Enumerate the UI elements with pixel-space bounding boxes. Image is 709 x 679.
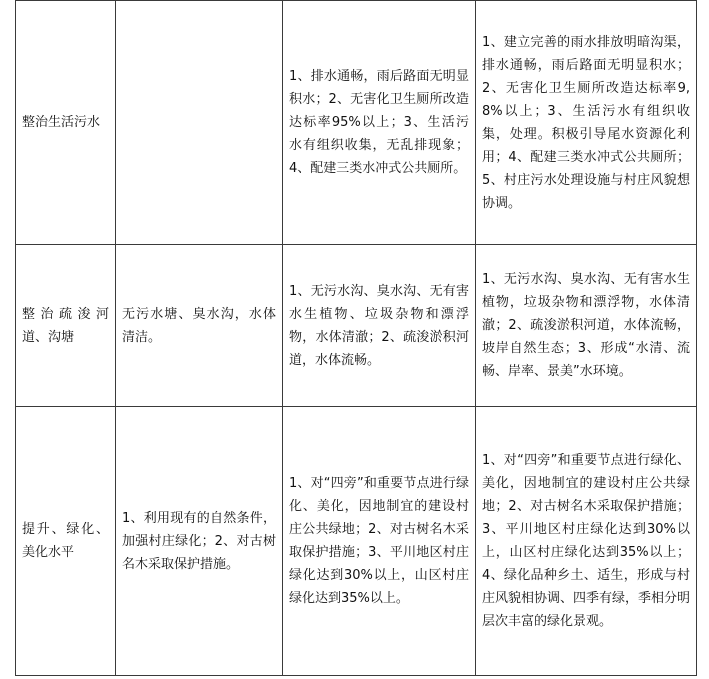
excellent-level-text: 1、无污水沟、臭水沟、无有害水生植物，垃圾杂物和漂浮物，水体清澈；2、疏浚淤积河道，水体流畅，坡岸自然生态；3、形成“水清、流畅、岸率、景美”水环境。 [482, 272, 690, 379]
excellent-level-text: 1、对“四旁”和重要节点进行绿化、美化，因地制宜的建设村庄公共绿地；2、对古树名木采取保护措施；3、平川地区村庄绿化达到30%以上，山区村庄绿化达到35%以上；4、绿化品种乡土、适生，形成与村庄风貌相协调、四季有绿，季相分明层次丰富的绿化景观。 [482, 453, 691, 629]
standard-level-text: 1、无污水沟、臭水沟、无有害水生植物、垃圾杂物和漂浮物，水体清澈；2、疏浚淤积河道，水体流畅。 [289, 283, 469, 368]
basic-level-cell [116, 245, 283, 407]
item-cell [16, 1, 116, 245]
basic-level-text: 无污水塘、臭水沟，水体清洁。 [122, 306, 276, 345]
village-rectification-standards-table [15, 0, 697, 676]
excellent-level-text: 1、建立完善的雨水排放明暗沟渠，排水通畅，雨后路面无明显积水；2、无害化卫生厕所改造达标率9,8%以上；3、生活污水有组织收集，处理。积极引导尾水资源化利用；4、配建三类水冲式公共厕所；5、村庄污水处理设施与村庄风貌想协调。 [482, 34, 690, 211]
standard-level-text: 1、排水通畅，雨后路面无明显积水；2、无害化卫生厕所改造达标率95%以上；3、生活污水有组织收集，无乱排现象；4、配建三类水冲式公共厕所。 [289, 69, 469, 176]
item-text: 整治疏浚河道、沟塘 [22, 306, 109, 345]
standard-level-cell [283, 1, 476, 245]
excellent-level-cell [476, 407, 697, 676]
excellent-level-cell [476, 245, 697, 407]
table-row [16, 1, 697, 245]
standard-level-cell [283, 407, 476, 676]
item-text: 整治生活污水 [22, 115, 101, 130]
item-cell [16, 407, 116, 676]
basic-level-cell [116, 407, 283, 676]
standard-level-cell [283, 245, 476, 407]
table-row [16, 245, 697, 407]
item-cell [16, 245, 116, 407]
standard-level-text: 1、对“四旁”和重要节点进行绿化、美化，因地制宜的建设村庄公共绿地；2、对古树名木采取保护措施；3、平川地区村庄绿化达到30%以上，山区村庄绿化达到35%以上。 [289, 476, 469, 606]
excellent-level-cell [476, 1, 697, 245]
table-row [16, 407, 697, 676]
basic-level-text: 1、利用现有的自然条件，加强村庄绿化；2、对古树名木采取保护措施。 [122, 510, 276, 572]
basic-level-cell [116, 1, 283, 245]
item-text: 提升、绿化、美化水平 [22, 522, 109, 560]
